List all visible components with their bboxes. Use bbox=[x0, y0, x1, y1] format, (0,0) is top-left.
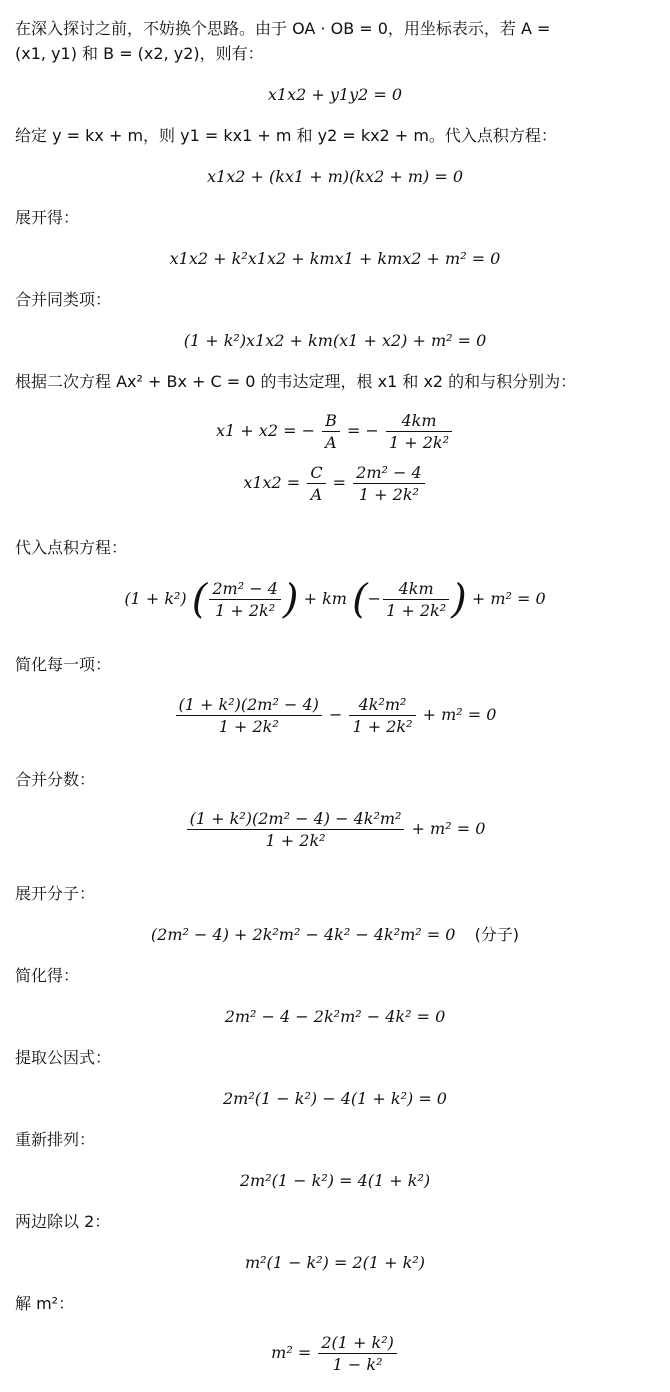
denominator: A bbox=[325, 433, 337, 452]
fraction bbox=[349, 694, 415, 737]
numerator: (1 + k²)(2m² − 4) − 4k²m² bbox=[187, 808, 405, 830]
text-line: 重新排列： bbox=[15, 1130, 96, 1149]
numerator: 4km bbox=[383, 578, 449, 600]
fraction bbox=[353, 462, 425, 505]
equation-simplified: 2m² − 4 − 2k²m² − 4k² = 0 bbox=[224, 1007, 446, 1026]
denominator: 1 + 2k² bbox=[386, 601, 447, 620]
text-line: 展开分子： bbox=[15, 884, 96, 903]
fraction bbox=[187, 808, 405, 851]
text-line: 合并分数： bbox=[15, 770, 96, 789]
denominator: 1 + 2k² bbox=[358, 485, 419, 504]
text-line: 代入点积方程： bbox=[15, 538, 128, 557]
numerator: (1 + k²)(2m² − 4) bbox=[176, 694, 322, 716]
vieta-sum-lhs: x1 + x2 = − bbox=[216, 421, 315, 440]
equation-numerator-expanded bbox=[0, 924, 670, 946]
numerator: 4k²m² bbox=[349, 694, 415, 716]
text-line: 解 m²： bbox=[15, 1294, 75, 1313]
equation-solution-m-squared bbox=[0, 1332, 670, 1375]
text-line: 简化每一项： bbox=[15, 655, 112, 674]
note: (分子) bbox=[474, 925, 520, 944]
text-line: 合并同类项： bbox=[15, 290, 112, 309]
equation-vieta-sum bbox=[0, 410, 670, 453]
left-paren: ( bbox=[191, 576, 208, 623]
numerator: 4km bbox=[386, 410, 452, 432]
equation-dot-product: x1x2 + y1y2 = 0 bbox=[267, 85, 403, 104]
denominator: A bbox=[310, 485, 323, 504]
equation-simplified-terms bbox=[0, 694, 670, 737]
numerator: 2m² − 4 bbox=[353, 462, 425, 484]
fraction bbox=[383, 578, 449, 621]
term: (1 + k²) bbox=[124, 589, 187, 608]
term: − bbox=[367, 589, 382, 608]
term: + m² = 0 bbox=[422, 705, 497, 724]
vieta-prod-lhs: x1x2 = bbox=[243, 473, 301, 492]
equation-combined-fraction bbox=[0, 808, 670, 851]
equation-dot-product-vieta bbox=[0, 578, 670, 621]
equation-rearranged: 2m²(1 − k²) = 4(1 + k²) bbox=[239, 1171, 431, 1190]
numerator: C bbox=[307, 462, 325, 484]
vieta-sum-mid: = − bbox=[346, 421, 379, 440]
denominator: 1 + 2k² bbox=[265, 831, 326, 850]
fraction bbox=[386, 410, 452, 453]
right-paren: ) bbox=[282, 576, 299, 623]
equation-divided: m²(1 − k²) = 2(1 + k²) bbox=[244, 1253, 426, 1272]
term: + m² = 0 bbox=[471, 589, 546, 608]
denominator: 1 + 2k² bbox=[388, 433, 449, 452]
text-line: 根据二次方程 Ax² + Bx + C = 0 的韦达定理，根 x1 和 x2 的和与积分别为： bbox=[15, 372, 577, 391]
equation-factored: 2m²(1 − k²) − 4(1 + k²) = 0 bbox=[223, 1089, 447, 1108]
equation-vieta-product bbox=[0, 462, 670, 505]
numerator: 2(1 + k²) bbox=[318, 1332, 397, 1354]
denominator: 1 + 2k² bbox=[218, 717, 279, 736]
fraction bbox=[322, 410, 340, 453]
numerator: B bbox=[322, 410, 340, 432]
term: (2m² − 4) + 2k²m² − 4k² − 4k²m² = 0 bbox=[150, 925, 456, 944]
fraction bbox=[176, 694, 322, 737]
fraction bbox=[318, 1332, 397, 1375]
equation-expanded: x1x2 + k²x1x2 + kmx1 + kmx2 + m² = 0 bbox=[169, 249, 501, 268]
text-line: 展开得： bbox=[15, 208, 80, 227]
denominator: 1 + 2k² bbox=[215, 601, 276, 620]
text-line: 两边除以 2： bbox=[15, 1212, 111, 1231]
text-line: 提取公因式： bbox=[15, 1048, 112, 1067]
denominator: 1 − k² bbox=[332, 1355, 383, 1374]
term: + m² = 0 bbox=[411, 819, 486, 838]
term: + km bbox=[303, 589, 347, 608]
numerator: 2m² − 4 bbox=[209, 578, 281, 600]
denominator: 1 + 2k² bbox=[352, 717, 413, 736]
term: m² = bbox=[271, 1343, 312, 1362]
fraction bbox=[307, 462, 325, 505]
term: − bbox=[328, 705, 343, 724]
text-line: (x1, y1) 和 B = (x2, y2)，则有： bbox=[15, 44, 264, 63]
equation-substituted: x1x2 + (kx1 + m)(kx2 + m) = 0 bbox=[206, 167, 463, 186]
right-paren: ) bbox=[451, 576, 467, 623]
text-line: 给定 y = kx + m，则 y1 = kx1 + m 和 y2 = kx2 + m。代入点积方程： bbox=[15, 126, 557, 145]
left-paren: ( bbox=[352, 576, 368, 623]
fraction bbox=[209, 578, 281, 621]
vieta-prod-mid: = bbox=[332, 473, 347, 492]
text-line: 在深入探讨之前，不妨换个思路。由于 OA · OB = 0，用坐标表示，若 A = bbox=[15, 19, 551, 38]
equation-combined: (1 + k²)x1x2 + km(x1 + x2) + m² = 0 bbox=[183, 331, 487, 350]
text-line: 简化得： bbox=[15, 966, 80, 985]
